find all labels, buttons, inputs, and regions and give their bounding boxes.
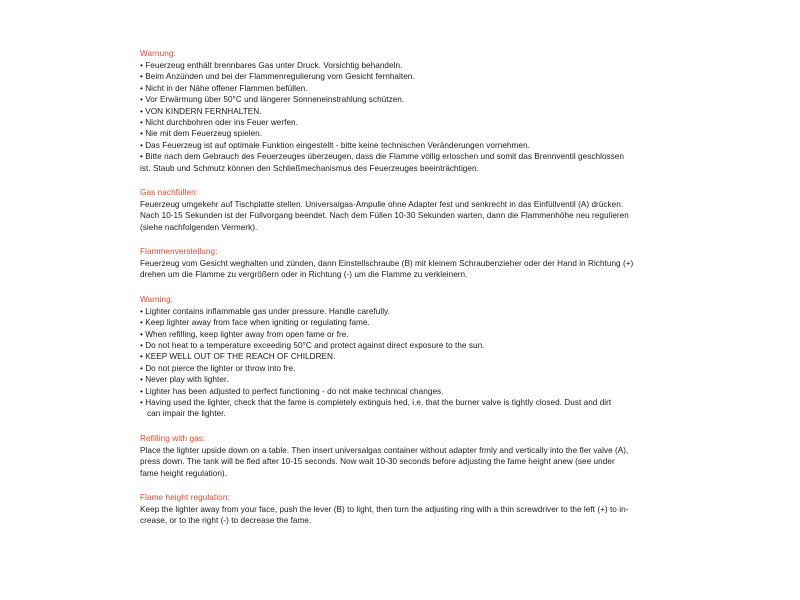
section-heading: Refilling with gas: [140, 433, 206, 443]
warning-bullet: • Having used the lighter, check that the fame is completely extinguis hed, i.e. that the burner valve is tightly closed. Dust and dirt [140, 397, 612, 407]
body-line: fame height regulation). [140, 468, 228, 478]
body-line: Feuerzeug umgekehr auf Tischplatte stellen. Universalgas-Ampulle ohne Adapter fest und senkrecht in das Einfüllventil (A) drücken. [140, 199, 624, 209]
section-heading: Flammenverstellung: [140, 247, 218, 257]
warning-bullet: • When refilling, keep lighter away from open fame or fre. [140, 329, 349, 339]
warning-bullet: • Lighter contains inflammable gas under pressure. Handle carefully. [140, 306, 390, 316]
body-line: Nach 10-15 Sekunden ist der Füllvorgang beendet. Nach dem Füllen 10-30 Sekunden warten, dann die Flammenhöhe neu regulieren [140, 211, 629, 221]
section-flammenverstellung [140, 246, 780, 281]
section-refilling-with-gas [140, 433, 780, 479]
section-heading: Flame height regulation: [140, 492, 230, 502]
warning-bullet: • Feuerzeug enthält brennbares Gas unter Druck. Vorsichtig behandeln. [140, 60, 403, 70]
body-line: Feuerzeug vom Gesicht weghalten und zünden, dann Einstellschraube (B) mit kleinem Schraubenzieher oder der Hand in Richtung (+) [140, 259, 634, 268]
warning-bullet: • Nie mit dem Feuerzeug spielen. [140, 129, 263, 139]
section-heading: Warnung: [140, 49, 176, 58]
section-warning-en [140, 294, 780, 420]
section-warnung-de [140, 48, 780, 174]
warning-bullet: • Beim Anzünden und bei der Flammenregulierung vom Gesicht fernhalten. [140, 72, 415, 82]
instructions-content [140, 48, 780, 527]
section-flame-height-regulation [140, 492, 780, 527]
warning-bullet: • KEEP WELL OUT OF THE REACH OF CHILDREN. [140, 352, 336, 362]
body-line: Place the lighter upside down on a table. Then insert universalgas container without adapter frmly and vertically into the fler valve (A), [140, 445, 629, 455]
section-heading: Gas nachfüllen: [140, 187, 199, 197]
warning-bullet: • Das Feuerzeug ist auf optimale Funktion eingestellt - bitte keine technischen Veränderungen vornehmen. [140, 140, 530, 150]
section-gas-nachfuellen [140, 187, 780, 233]
warning-bullet: • Nicht durchbohren oder ins Feuer werfen. [140, 117, 298, 127]
body-line: (siehe nachfolgenden Vermerk). [140, 222, 258, 232]
warning-bullet-continuation: ist. Staub und Schmutz können den Schließmechanismus des Feuerzeuges beeinträchtigen. [140, 163, 479, 173]
warning-bullet: • Vor Erwärmung über 50°C und längerer Sonneneinstrahlung schützen. [140, 95, 405, 105]
section-heading: Warning: [140, 294, 174, 304]
warning-bullet: • Never play with lighter. [140, 375, 229, 385]
warning-bullet: • Do not pierce the lighter or throw into fre. [140, 363, 296, 373]
body-line: drehen um die Flamme zu vergrößern oder in Richtung (-) um die Flamme zu verkleinern. [140, 270, 468, 280]
warning-bullet: • Keep lighter away from face when igniting or regulating fame. [140, 318, 370, 328]
warning-bullet: • Bitte nach dem Gebrauch des Feuerzeuges überzeugen, dass die Flamme völlig erloschen und somit das Brennventil geschlossen [140, 152, 624, 162]
warning-bullet: • Nicht in der Nähe offener Flammen befüllen. [140, 83, 308, 93]
warning-bullet: • VON KINDERN FERNHALTEN. [140, 106, 262, 116]
body-line: crease, or to the right (-) to decrease the fame. [140, 516, 312, 526]
warning-bullet: • Do not heat to a temperature exceeding 50°C and protect against direct exposure to the sun. [140, 340, 485, 350]
warning-bullet-continuation: can impair the lighter. [147, 409, 226, 419]
body-line: Keep the lighter away from your face, push the lever (B) to light, then turn the adjusting ring with a thin screwdriver to the left (+) to in- [140, 504, 629, 514]
body-line: press down. The tank will be fled after 10-15 seconds. Now wait 10-30 seconds before adjusting the fame height anew (see under [140, 457, 615, 467]
warning-bullet: • Lighter has been adjusted to perfect functioning - do not make technical changes. [140, 386, 444, 396]
